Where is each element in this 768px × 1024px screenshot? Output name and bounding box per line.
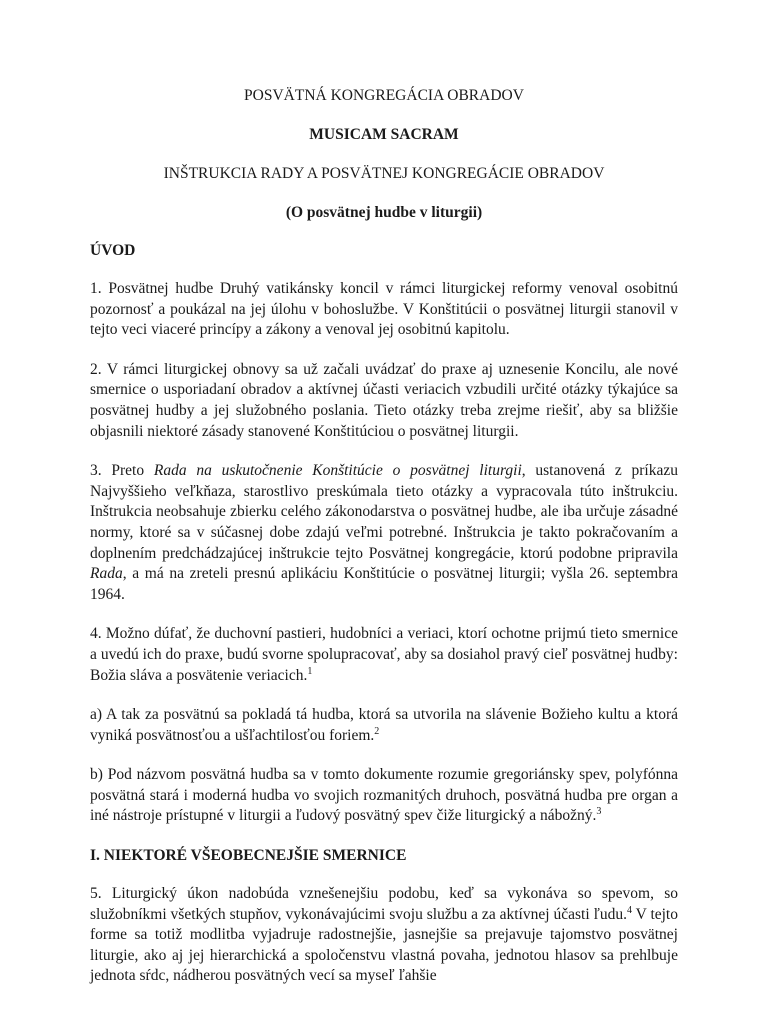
paragraph-5-start: 5. Liturgický úkon nadobúda vznešenejšiu podobu, keď sa vykonáva so spevom, so služobníkmi všetkých stupňov, vykonávajúcimi svoju službu a za aktívnej účasti ľudu. xyxy=(90,885,678,923)
section-1-heading: I. NIEKTORÉ VŠEOBECNEJŠIE SMERNICE xyxy=(90,847,407,865)
footnote-ref-3[interactable]: 3 xyxy=(596,806,602,818)
paragraph-3-middle: , ustanovená z príkazu Najvyššieho veľkňaza, starostlivo preskúmala tieto otázky a vypracovala túto inštrukciu. Inštrukcia neobsahuje zbierku celého zákonodarstva o posvätnej hudbe, ale iba určuje zásadné normy, ktoré sa v súčasnej dobe zdajú veľmi potrebné. Inštrukcia je takto pokračovaním a doplnením predchádzajúcej inštrukcie tejto Posvätnej kongregácie, ktorú podobne pripravila xyxy=(90,462,678,562)
paragraph-b-text: b) Pod názvom posvätná hudba sa v tomto dokumente rozumie gregoriánsky spev, polyfónna posvätná stará i moderná hudba vo svojich rozmanitých druhoch, posvätná hudba pre organ a iné nástroje prístupné v liturgii a ľudový posvätný spev čiže liturgický a nábožný. xyxy=(90,766,678,825)
paragraph-a xyxy=(90,705,678,746)
paragraph-1: 1. Posvätnej hudbe Druhý vatikánsky koncil v rámci liturgickej reformy venoval osobitnú pozornosť a poukázal na jej úlohu v bohoslužbe. V Konštitúcii o posvätnej liturgii stanovil v tejto veci viaceré princípy a zákony a venoval jej osobitnú kapitolu. xyxy=(90,280,678,339)
paragraph-b xyxy=(90,765,678,827)
paragraph-3 xyxy=(90,461,678,605)
paragraph-3-end: , a má na zreteli presnú aplikáciu Konštitúcie o posvätnej liturgii; vyšla 26. septembra 1964. xyxy=(90,565,678,603)
paragraph-4 xyxy=(90,624,678,686)
congregation-heading: POSVÄTNÁ KONGREGÁCIA OBRADOV xyxy=(244,87,524,104)
document-subtitle: INŠTRUKCIA RADY A POSVÄTNEJ KONGREGÁCIE OBRADOV xyxy=(163,165,605,182)
footnote-ref-2[interactable]: 2 xyxy=(374,725,380,737)
paragraph-5-end: V tejto forme sa totiž modlitba vyjadruje radostnejšie, jasnejšie sa prejavuje tajomstvo posvätnej liturgie, ako aj jej hierarchická a spoločenstvu vlastná povaha, jednotou hlasov sa prehlbuje jednota sŕdc, nádherou posvätných vecí sa myseľ ľahšie xyxy=(90,905,678,985)
document-topic: (O posvätnej hudbe v liturgii) xyxy=(285,204,483,221)
footnote-ref-1[interactable]: 1 xyxy=(307,665,313,677)
paragraph-4-text: 4. Možno dúfať, že duchovní pastieri, hudobníci a veriaci, ktorí ochotne prijmú tieto smernice a uvedú ich do praxe, budú svorne spolupracovať, aby sa dosiahol pravý cieľ posvätnej hudby: Božia sláva a posvätenie veriacich. xyxy=(90,625,678,684)
document-title: MUSICAM SACRAM xyxy=(309,126,459,143)
rada-italic: Rada xyxy=(90,565,123,583)
intro-heading: ÚVOD xyxy=(90,242,136,259)
paragraph-3-start: 3. Preto xyxy=(90,462,154,480)
paragraph-2: 2. V rámci liturgickej obnovy sa už začali uvádzať do praxe aj uznesenie Koncilu, ale nové smernice o usporiadaní obradov a aktívnej účasti veriacich vzbudili určité otázky týkajúce sa posvätnej hudby a jej služobného poslania. Tieto otázky treba zrejme riešiť, aby sa bližšie objasnili niektoré zásady stanovené Konštitúciou o posvätnej liturgii. xyxy=(90,360,678,440)
paragraph-a-text: a) A tak za posvätnú sa pokladá tá hudba, ktorá sa utvorila na slávenie Božieho kultu a ktorá vyniká posvätnosťou a ušľachtilosťou foriem. xyxy=(90,706,678,744)
council-name-italic: Rada na uskutočnenie Konštitúcie o posvätnej liturgii xyxy=(153,462,522,480)
footnote-ref-4[interactable]: 4 xyxy=(626,904,632,916)
paragraph-5 xyxy=(90,884,678,987)
